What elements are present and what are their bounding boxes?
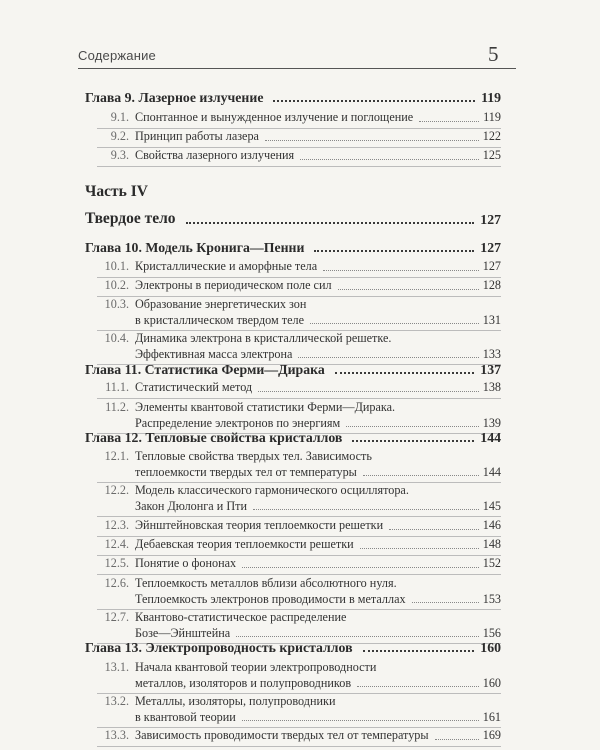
section-title-line (135, 380, 501, 396)
dot-leader (242, 710, 479, 722)
section-number: 12.6. (104, 576, 129, 590)
section-title-text: Теплоемкость электронов проводимости в металлах (135, 591, 406, 606)
toc-section-entry[interactable] (95, 660, 501, 691)
section-title-text: Дебаевская теория теплоемкости решетки (135, 537, 354, 551)
section-underline (97, 166, 501, 167)
section-title (135, 694, 501, 725)
chapter-page: 144 (480, 430, 501, 445)
section-title (135, 449, 501, 480)
section-page: 122 (482, 129, 501, 143)
dot-leader (273, 100, 475, 102)
section-title-text: Зависимость проводимости твердых тел от температуры (135, 728, 429, 742)
dot-leader (360, 537, 479, 549)
chapter-title: Глава 11. Статистика Ферми—Дирака (85, 362, 325, 377)
section-title-line (135, 499, 501, 515)
section-page: 160 (482, 675, 501, 690)
section-title (135, 110, 501, 126)
section-title (135, 259, 501, 275)
section-title-line (135, 465, 501, 481)
section-page: 153 (482, 591, 501, 606)
toc-section-entry[interactable] (95, 331, 501, 362)
section-page: 133 (482, 346, 501, 361)
section-page: 144 (482, 464, 501, 479)
toc-section-entry[interactable] (95, 483, 501, 514)
section-title-line (135, 518, 501, 534)
section-title-line (135, 129, 501, 145)
section-underline (97, 574, 501, 575)
section-page: 169 (482, 728, 501, 742)
section-title (135, 129, 501, 145)
toc-section-entry[interactable] (95, 297, 501, 328)
dot-leader (186, 222, 475, 224)
chapter-12-entry[interactable] (85, 428, 501, 446)
section-title-text: Статистический метод (135, 380, 253, 394)
chapter-title: Глава 9. Лазерное излучение (85, 90, 264, 105)
part-4-entry[interactable] (85, 208, 501, 228)
section-number: 12.7. (104, 610, 129, 624)
section-title (135, 278, 501, 294)
section-number: 13.3. (104, 728, 129, 742)
section-title-text: Теплоемкость металлов вблизи абсолютного нуля. (135, 576, 397, 590)
section-title-text: Начала квантовой теории электропроводности (135, 660, 377, 674)
dot-leader (242, 556, 479, 568)
dot-leader (335, 372, 475, 374)
section-underline (97, 746, 501, 747)
section-title-text: Эффективная масса электрона (135, 346, 293, 361)
dot-leader (363, 650, 475, 652)
header-rule (78, 68, 516, 69)
section-title (135, 556, 501, 572)
chapter-11-entry[interactable] (85, 360, 501, 378)
section-title-line (135, 297, 501, 313)
chapter-page: 119 (481, 90, 501, 105)
chapter-13-entry[interactable] (85, 638, 501, 656)
section-title-line (135, 278, 501, 294)
section-title-line (135, 331, 501, 347)
page-number: 5 (488, 42, 499, 66)
dot-leader (352, 440, 474, 442)
section-title-line (135, 259, 501, 275)
section-title-line (135, 400, 501, 416)
dot-leader (258, 380, 479, 392)
toc-section-entry[interactable] (95, 400, 501, 431)
section-title-text: Спонтанное и вынужденное излучение и поглощение (135, 110, 414, 124)
dot-leader (338, 278, 479, 290)
section-title-text: Электроны в периодическом поле сил (135, 278, 332, 292)
section-title-line (135, 110, 501, 126)
section-page: 128 (482, 278, 501, 292)
section-title-line (135, 148, 501, 164)
section-title-line (135, 556, 501, 572)
dot-leader (419, 110, 479, 122)
section-title (135, 660, 501, 691)
section-title (135, 537, 501, 553)
section-underline (97, 516, 501, 517)
part-title: Твердое тело (85, 210, 176, 227)
dot-leader (346, 416, 479, 428)
chapter-page: 137 (480, 362, 501, 377)
section-title-text: Модель классического гармонического осциллятора. (135, 483, 409, 497)
section-page: 138 (482, 380, 501, 394)
toc-section-entry[interactable] (95, 148, 501, 164)
section-title-text: Свойства лазерного излучения (135, 148, 295, 162)
section-title-line (135, 660, 501, 676)
section-title-line (135, 728, 501, 744)
section-title-text: Кристаллические и аморфные тела (135, 259, 318, 273)
section-title-line (135, 449, 501, 465)
section-title (135, 297, 501, 328)
dot-leader (300, 148, 479, 160)
section-title (135, 331, 501, 362)
section-number: 10.1. (104, 259, 129, 273)
section-number: 9.3. (110, 148, 129, 162)
section-title-line (135, 537, 501, 553)
section-title (135, 728, 501, 744)
section-title-text: Распределение электронов по энергиям (135, 415, 341, 430)
section-page: 131 (482, 312, 501, 327)
section-title-text: Принцип работы лазера (135, 129, 259, 143)
section-title-text: в кристаллическом твердом теле (135, 312, 304, 327)
section-number: 12.5. (104, 556, 129, 570)
toc-section-entry[interactable] (95, 610, 501, 641)
toc-section-entry[interactable] (95, 129, 501, 145)
section-title-line (135, 676, 501, 692)
toc-section-entry[interactable] (95, 556, 501, 572)
section-page: 125 (482, 148, 501, 162)
dot-leader (298, 347, 478, 359)
section-title-line (135, 610, 501, 626)
dot-leader (435, 728, 479, 740)
section-title-text: Динамика электрона в кристаллической решетке. (135, 331, 392, 345)
section-number: 12.4. (104, 537, 129, 551)
section-page: 156 (482, 625, 501, 640)
section-title (135, 576, 501, 607)
toc-section-entry[interactable] (95, 278, 501, 294)
chapter-title: Глава 12. Тепловые свойства кристаллов (85, 430, 343, 445)
section-number: 13.1. (104, 660, 129, 674)
chapter-title: Глава 13. Электропроводность кристаллов (85, 640, 353, 655)
section-title-text: Металлы, изоляторы, полупроводники (135, 694, 336, 708)
section-number: 11.2. (105, 400, 129, 414)
dot-leader (323, 259, 479, 271)
toc-section-entry[interactable] (95, 259, 501, 275)
section-title (135, 518, 501, 534)
dot-leader (363, 465, 479, 477)
section-title-text: теплоемкости твердых тел от температуры (135, 464, 357, 479)
section-number: 12.1. (104, 449, 129, 463)
toc-section-entry[interactable] (95, 694, 501, 725)
toc-section-entry[interactable] (95, 518, 501, 534)
section-number: 12.2. (104, 483, 129, 497)
dot-leader (310, 313, 479, 325)
section-page: 148 (482, 537, 501, 551)
section-title (135, 483, 501, 514)
section-title-line (135, 313, 501, 329)
dot-leader (412, 592, 479, 604)
section-title (135, 400, 501, 431)
section-title-text: Бозе—Эйнштейна (135, 625, 231, 640)
section-number: 9.1. (110, 110, 129, 124)
toc-section-entry[interactable] (95, 728, 501, 744)
section-title-text: Закон Дюлонга и Пти (135, 498, 247, 513)
part-label: Часть IV (85, 183, 148, 200)
chapter-9-entry[interactable] (85, 88, 501, 106)
chapter-10-entry[interactable] (85, 238, 501, 256)
toc-section-entry[interactable] (95, 110, 501, 126)
section-number: 10.4. (104, 331, 129, 345)
part-page: 127 (480, 212, 501, 227)
section-title-text: Квантово-статистическое распределение (135, 610, 347, 624)
section-title-text: Образование энергетических зон (135, 297, 307, 311)
section-number: 10.2. (104, 278, 129, 292)
section-title-line (135, 710, 501, 726)
dot-leader (265, 129, 479, 141)
running-title: Содержание (78, 48, 156, 63)
section-page: 145 (482, 498, 501, 513)
section-page: 119 (483, 110, 501, 124)
section-number: 11.1. (105, 380, 129, 394)
chapter-title: Глава 10. Модель Кронига—Пенни (85, 240, 305, 255)
section-title-text: Тепловые свойства твердых тел. Зависимость (135, 449, 372, 463)
toc-section-entry[interactable] (95, 537, 501, 553)
section-title-line (135, 694, 501, 710)
section-title-text: Понятие о фононах (135, 556, 237, 570)
section-title (135, 380, 501, 396)
section-number: 10.3. (104, 297, 129, 311)
section-title-text: Эйнштейновская теория теплоемкости решетки (135, 518, 384, 532)
toc-section-entry[interactable] (95, 449, 501, 480)
section-title (135, 148, 501, 164)
dot-leader (389, 518, 479, 530)
section-title-text: в квантовой теории (135, 709, 236, 724)
section-title-text: Элементы квантовой статистики Ферми—Дирака. (135, 400, 396, 414)
section-underline (97, 398, 501, 399)
chapter-page: 160 (480, 640, 501, 655)
section-number: 13.2. (104, 694, 129, 708)
section-page: 139 (482, 415, 501, 430)
dot-leader (253, 499, 479, 511)
section-title-line (135, 483, 501, 499)
toc-section-entry[interactable] (95, 576, 501, 607)
section-number: 9.2. (110, 129, 129, 143)
section-title-text: металлов, изоляторов и полупроводников (135, 675, 352, 690)
dot-leader (236, 626, 479, 638)
section-page: 127 (482, 259, 501, 273)
dot-leader (357, 676, 479, 688)
section-number: 12.3. (104, 518, 129, 532)
section-title-line (135, 576, 501, 592)
dot-leader (314, 250, 474, 252)
section-page: 152 (482, 556, 501, 570)
chapter-page: 127 (480, 240, 501, 255)
toc-section-entry[interactable] (95, 380, 501, 396)
section-title-line (135, 592, 501, 608)
section-title (135, 610, 501, 641)
section-page: 161 (482, 709, 501, 724)
section-page: 146 (482, 518, 501, 532)
